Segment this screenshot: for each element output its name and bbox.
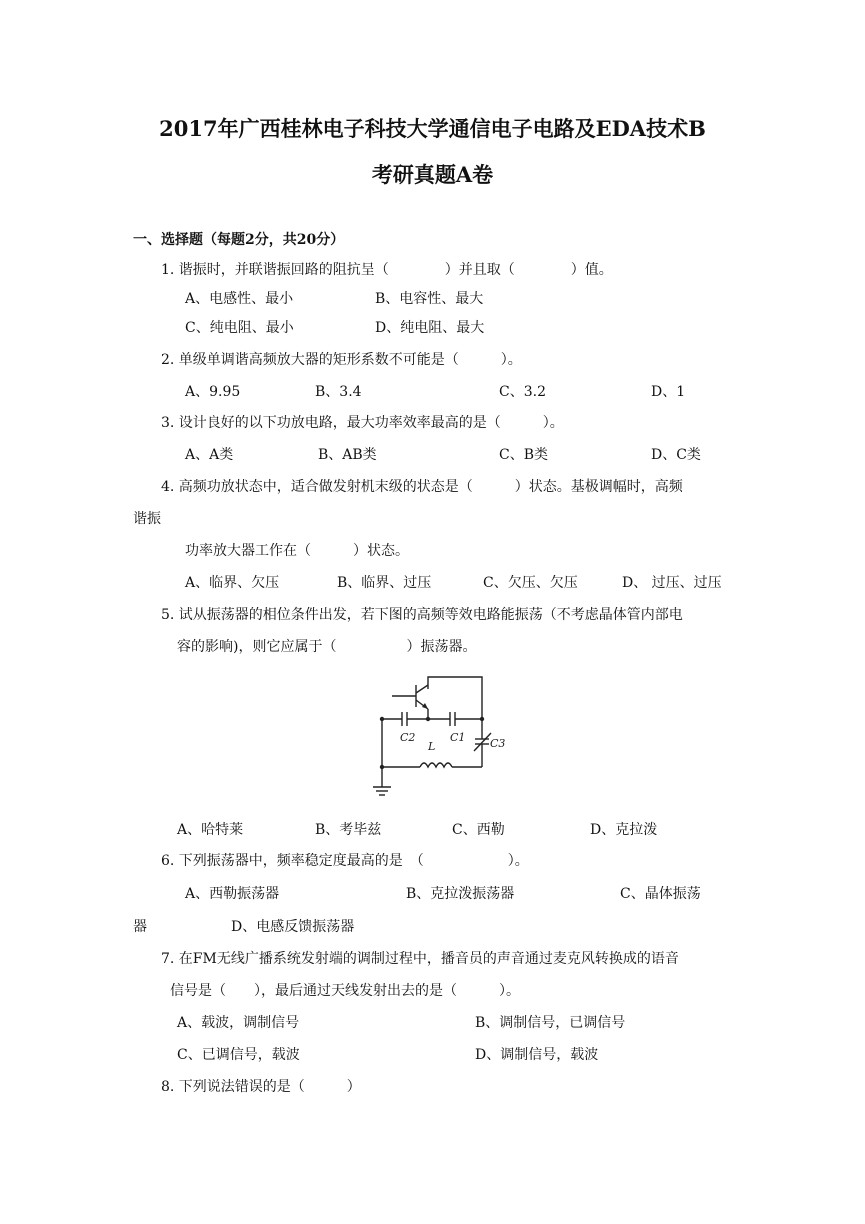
question-5-option-d: D、克拉泼 — [590, 822, 658, 838]
page-title-line2: 考研真题A卷 — [371, 162, 494, 187]
question-3-option-b: B、AB类 — [318, 447, 377, 463]
question-3-option-d: D、C类 — [651, 447, 701, 463]
question-4-option-a: A、临界、欠压 — [185, 575, 280, 591]
question-4-stem-line3: 功率放大器工作在（ ）状态。 — [185, 543, 409, 559]
question-2-option-c: C、3.2 — [499, 384, 546, 400]
question-1-option-b: B、电容性、最大 — [375, 291, 484, 307]
question-7-option-a: A、载波，调制信号 — [177, 1015, 300, 1031]
oscillator-circuit-diagram — [370, 667, 515, 802]
question-1-option-c: C、纯电阻、最小 — [185, 320, 294, 336]
label-c2: C2 — [400, 731, 416, 744]
section-heading: 一、选择题（每题2分，共20分） — [133, 232, 345, 248]
question-5-stem-line2: 容的影响)，则它应属于（ ）振荡器。 — [177, 639, 477, 655]
question-6-option-b: B、克拉泼振荡器 — [406, 886, 515, 902]
question-3-option-a: A、A类 — [185, 447, 234, 463]
question-4-stem-line2: 谐振 — [133, 511, 161, 527]
question-5-option-c: C、西勒 — [452, 822, 505, 838]
question-3-stem: 3. 设计良好的以下功放电路，最大功率效率最高的是（ ）。 — [161, 415, 564, 431]
label-c1: C1 — [450, 731, 466, 744]
question-5-option-b: B、考毕兹 — [315, 822, 382, 838]
question-7-stem-line1: 7. 在FM无线广播系统发射端的调制过程中，播音员的声音通过麦克风转换成的语音 — [161, 951, 679, 967]
question-1-stem: 1. 谐振时，并联谐振回路的阻抗呈（ ）并且取（ ）值。 — [161, 262, 613, 278]
question-7-option-b: B、调制信号，已调信号 — [475, 1015, 626, 1031]
question-2-option-a: A、9.95 — [185, 384, 241, 400]
question-6-option-c-continued: 器 — [133, 919, 147, 935]
label-c3: C3 — [490, 737, 506, 750]
question-3-option-c: C、B类 — [499, 447, 548, 463]
question-2-stem: 2. 单级单调谐高频放大器的矩形系数不可能是（ ）。 — [161, 352, 522, 368]
question-4-option-d: D、 过压、过压 — [622, 575, 722, 591]
question-4-option-c: C、欠压、欠压 — [483, 575, 578, 591]
question-7-stem-line2: 信号是（ ），最后通过天线发射出去的是（ ）。 — [170, 983, 520, 999]
question-2-option-b: B、3.4 — [315, 384, 362, 400]
question-6-option-c: C、晶体振荡 — [620, 886, 701, 902]
question-6-option-d: D、电感反馈振荡器 — [231, 919, 355, 935]
question-7-option-d: D、调制信号，载波 — [475, 1047, 599, 1063]
question-4-option-b: B、临界、过压 — [337, 575, 432, 591]
question-6-option-a: A、西勒振荡器 — [185, 886, 280, 902]
question-6-stem: 6. 下列振荡器中，频率稳定度最高的是 （ ）。 — [161, 853, 529, 869]
question-8-stem: 8. 下列说法错误的是（ ） — [161, 1079, 361, 1095]
question-7-option-c: C、已调信号，载波 — [177, 1047, 300, 1063]
label-l: L — [428, 740, 436, 753]
question-1-option-d: D、纯电阻、最大 — [375, 320, 485, 336]
question-2-option-d: D、1 — [651, 384, 686, 400]
question-5-stem-line1: 5. 试从振荡器的相位条件出发，若下图的高频等效电路能振荡（不考虑晶体管内部电 — [161, 607, 683, 623]
question-5-option-a: A、哈特莱 — [177, 822, 244, 838]
page-title-line1: 2017年广西桂林电子科技大学通信电子电路及EDA技术B — [159, 116, 706, 141]
question-1-option-a: A、电感性、最小 — [185, 291, 294, 307]
question-4-stem-line1: 4. 高频功放状态中，适合做发射机末级的状态是（ ）状态。基极调幅时，高频 — [161, 479, 683, 495]
